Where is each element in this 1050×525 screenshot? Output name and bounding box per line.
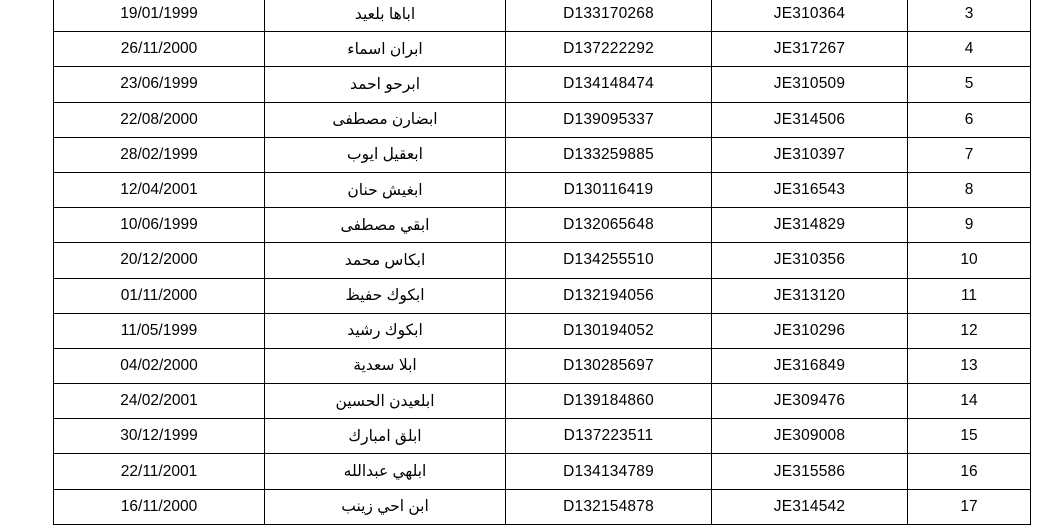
row-number-text: 7 xyxy=(964,145,974,163)
table-row xyxy=(54,32,1031,67)
birth-date-cell xyxy=(54,208,265,243)
birth-date-cell xyxy=(54,0,265,32)
full-name-cell xyxy=(265,489,506,524)
exam-number-cell xyxy=(712,348,908,383)
exam-number-cell xyxy=(712,208,908,243)
full-name-text: اباها بلعيد xyxy=(354,5,416,23)
student-code-text: D130285697 xyxy=(563,356,654,374)
exam-number-cell xyxy=(712,172,908,207)
birth-date-cell xyxy=(54,454,265,489)
birth-date-cell xyxy=(54,137,265,172)
row-number-cell xyxy=(908,67,1031,102)
row-number-cell xyxy=(908,137,1031,172)
birth-date-text: 22/08/2000 xyxy=(120,110,198,128)
full-name-cell xyxy=(265,348,506,383)
exam-number-cell xyxy=(712,243,908,278)
exam-number-text: JE315586 xyxy=(773,462,846,480)
row-number-text: 10 xyxy=(960,251,978,269)
full-name-cell xyxy=(265,102,506,137)
full-name-cell xyxy=(265,172,506,207)
row-number-cell xyxy=(908,489,1031,524)
exam-number-text: JE314542 xyxy=(773,497,846,515)
student-code-text: D139095337 xyxy=(563,110,654,128)
exam-number-cell xyxy=(712,0,908,32)
full-name-text: ابقي مصطفى xyxy=(340,216,430,234)
table-row xyxy=(54,137,1031,172)
exam-number-cell xyxy=(712,313,908,348)
row-number-text: 6 xyxy=(964,110,974,128)
birth-date-cell xyxy=(54,419,265,454)
student-code-cell xyxy=(506,67,712,102)
row-number-cell xyxy=(908,278,1031,313)
full-name-text: ابلعيدن الحسين xyxy=(335,392,435,410)
row-number-text: 9 xyxy=(964,216,974,234)
full-name-text: ابران اسماء xyxy=(347,40,423,58)
exam-number-cell xyxy=(712,419,908,454)
table-row xyxy=(54,454,1031,489)
full-name-text: ابغيش حنان xyxy=(347,181,423,199)
exam-number-text: JE309008 xyxy=(773,427,846,445)
row-number-text: 16 xyxy=(960,462,978,480)
exam-number-text: JE316543 xyxy=(773,181,846,199)
row-number-cell xyxy=(908,243,1031,278)
full-name-cell xyxy=(265,243,506,278)
full-name-text: ابعقيل ايوب xyxy=(347,146,423,164)
student-code-cell xyxy=(506,208,712,243)
table-row xyxy=(54,419,1031,454)
row-number-text: 13 xyxy=(960,356,978,374)
student-code-cell xyxy=(506,384,712,419)
exam-number-text: JE314829 xyxy=(773,216,846,234)
full-name-cell xyxy=(265,0,506,32)
exam-number-cell xyxy=(712,32,908,67)
row-number-text: 14 xyxy=(960,392,978,410)
birth-date-text: 23/06/1999 xyxy=(120,75,198,93)
birth-date-text: 04/02/2000 xyxy=(120,356,198,374)
table-body xyxy=(54,0,1031,524)
table-row xyxy=(54,243,1031,278)
student-code-text: D139184860 xyxy=(563,392,654,410)
student-code-cell xyxy=(506,137,712,172)
exam-number-cell xyxy=(712,454,908,489)
full-name-text: ابكاس محمد xyxy=(344,251,426,269)
exam-number-cell xyxy=(712,384,908,419)
table-row xyxy=(54,67,1031,102)
row-number-text: 8 xyxy=(964,181,974,199)
row-number-text: 3 xyxy=(964,5,974,23)
birth-date-text: 01/11/2000 xyxy=(120,286,198,304)
student-code-cell xyxy=(506,419,712,454)
full-name-cell xyxy=(265,208,506,243)
full-name-cell xyxy=(265,137,506,172)
row-number-text: 15 xyxy=(960,427,978,445)
row-number-cell xyxy=(908,32,1031,67)
student-code-text: D134148474 xyxy=(563,75,654,93)
exam-number-text: JE316849 xyxy=(773,356,846,374)
row-number-cell xyxy=(908,419,1031,454)
student-code-text: D132065648 xyxy=(563,216,654,234)
birth-date-cell xyxy=(54,384,265,419)
exam-number-text: JE313120 xyxy=(773,286,846,304)
full-name-text: ابلا سعدية xyxy=(353,357,417,375)
exam-number-cell xyxy=(712,67,908,102)
row-number-cell xyxy=(908,313,1031,348)
exam-number-text: JE314506 xyxy=(773,110,846,128)
exam-number-cell xyxy=(712,278,908,313)
row-number-cell xyxy=(908,454,1031,489)
birth-date-cell xyxy=(54,278,265,313)
full-name-cell xyxy=(265,454,506,489)
row-number-cell xyxy=(908,208,1031,243)
row-number-cell xyxy=(908,384,1031,419)
birth-date-cell xyxy=(54,243,265,278)
exam-number-text: JE317267 xyxy=(773,40,846,58)
birth-date-cell xyxy=(54,348,265,383)
exam-number-cell xyxy=(712,102,908,137)
row-number-text: 4 xyxy=(964,40,974,58)
student-code-cell xyxy=(506,32,712,67)
full-name-text: ابرحو احمد xyxy=(349,75,421,93)
birth-date-cell xyxy=(54,313,265,348)
student-code-cell xyxy=(506,243,712,278)
full-name-text: ابضارن مصطفى xyxy=(332,111,438,129)
full-name-text: ابكوك حفيظ xyxy=(345,287,425,305)
student-code-cell xyxy=(506,102,712,137)
table-row xyxy=(54,102,1031,137)
row-number-text: 11 xyxy=(960,286,978,304)
full-name-cell xyxy=(265,419,506,454)
student-code-text: D134134789 xyxy=(563,462,654,480)
student-code-cell xyxy=(506,489,712,524)
birth-date-text: 26/11/2000 xyxy=(120,40,198,58)
birth-date-text: 28/02/1999 xyxy=(120,145,198,163)
full-name-text: ابلهي عبدالله xyxy=(343,463,427,481)
student-code-cell xyxy=(506,172,712,207)
row-number-cell xyxy=(908,172,1031,207)
student-code-cell xyxy=(506,454,712,489)
full-name-cell xyxy=(265,384,506,419)
student-code-text: D132194056 xyxy=(563,286,654,304)
birth-date-text: 10/06/1999 xyxy=(120,216,198,234)
row-number-cell xyxy=(908,348,1031,383)
student-code-text: D137223511 xyxy=(563,427,654,445)
student-code-cell xyxy=(506,348,712,383)
student-code-cell xyxy=(506,278,712,313)
table-row xyxy=(54,348,1031,383)
birth-date-text: 19/01/1999 xyxy=(120,5,198,23)
birth-date-text: 20/12/2000 xyxy=(120,251,198,269)
student-code-cell xyxy=(506,313,712,348)
table-row xyxy=(54,313,1031,348)
exam-number-cell xyxy=(712,489,908,524)
row-number-cell xyxy=(908,0,1031,32)
table-row xyxy=(54,0,1031,32)
student-code-text: D133259885 xyxy=(563,145,654,163)
row-number-text: 5 xyxy=(964,75,974,93)
full-name-text: ابن احي زينب xyxy=(341,498,429,516)
birth-date-text: 16/11/2000 xyxy=(120,497,198,515)
row-number-text: 12 xyxy=(960,321,978,339)
birth-date-text: 24/02/2001 xyxy=(120,392,198,410)
birth-date-cell xyxy=(54,32,265,67)
birth-date-text: 11/05/1999 xyxy=(120,321,198,339)
student-code-text: D134255510 xyxy=(563,251,654,269)
student-code-text: D130194052 xyxy=(563,321,654,339)
student-table xyxy=(53,0,1031,525)
exam-number-cell xyxy=(712,137,908,172)
row-number-cell xyxy=(908,102,1031,137)
birth-date-cell xyxy=(54,489,265,524)
table-row xyxy=(54,278,1031,313)
birth-date-cell xyxy=(54,102,265,137)
birth-date-cell xyxy=(54,172,265,207)
full-name-cell xyxy=(265,32,506,67)
exam-number-text: JE310364 xyxy=(773,5,846,23)
row-number-text: 17 xyxy=(960,497,978,515)
birth-date-cell xyxy=(54,67,265,102)
full-name-text: ابكوك رشيد xyxy=(347,322,423,340)
exam-number-text: JE310509 xyxy=(773,75,846,93)
exam-number-text: JE310356 xyxy=(773,251,846,269)
table-row xyxy=(54,172,1031,207)
birth-date-text: 12/04/2001 xyxy=(120,181,198,199)
student-code-text: D130116419 xyxy=(563,181,654,199)
student-code-text: D133170268 xyxy=(563,5,654,23)
table-row xyxy=(54,489,1031,524)
full-name-cell xyxy=(265,67,506,102)
exam-number-text: JE309476 xyxy=(773,392,846,410)
student-code-cell xyxy=(506,0,712,32)
student-code-text: D132154878 xyxy=(563,497,654,515)
birth-date-text: 22/11/2001 xyxy=(120,462,198,480)
full-name-text: ابلق امبارك xyxy=(348,427,422,445)
table-row xyxy=(54,384,1031,419)
full-name-cell xyxy=(265,278,506,313)
table-row xyxy=(54,208,1031,243)
student-code-text: D137222292 xyxy=(563,40,654,58)
full-name-cell xyxy=(265,313,506,348)
exam-number-text: JE310296 xyxy=(773,321,846,339)
birth-date-text: 30/12/1999 xyxy=(120,427,198,445)
exam-number-text: JE310397 xyxy=(773,145,846,163)
